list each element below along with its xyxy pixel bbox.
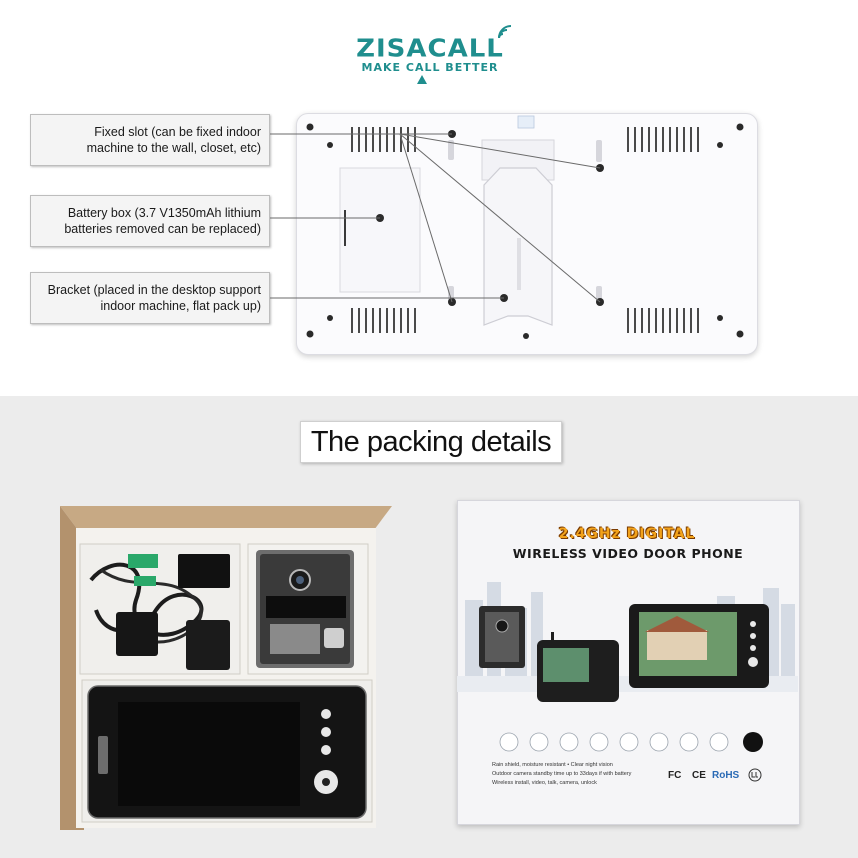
brand-tagline: MAKE CALL BETTER [361,61,499,74]
ul-mark-icon [748,768,762,782]
ce-mark: CE [692,770,706,781]
indoor-unit-back-details [0,0,858,396]
rohs-mark: RoHS [712,770,740,781]
feature-line: Rain shield, moisture resistant • Clear night vision [492,762,613,768]
box-cover-title-product: WIRELESS VIDEO DOOR PHONE [512,546,744,561]
fcc-mark: FC [668,770,682,781]
brand-logo: ZISACALL [356,34,504,64]
callout-line: indoor machine, flat pack up) [100,299,261,313]
callout-line: Battery box (3.7 V1350mAh lithium [67,206,261,220]
callout-line: Bracket (placed in the desktop support [47,283,261,297]
callout-line: batteries removed can be replaced) [64,222,261,236]
packing-title: The packing details [300,421,562,463]
box-cover-title-frequency: 2.4GHz DIGITAL [558,526,696,542]
opened-package-photo [56,500,396,830]
feature-line: Outdoor camera standby time up to 33days if with battery [492,771,632,777]
callout-line: Fixed slot (can be fixed indoor [94,125,261,139]
feature-line: Wireless install, video, talk, camera, unlock [492,780,597,786]
callout-line: machine to the wall, closet, etc) [86,141,261,155]
